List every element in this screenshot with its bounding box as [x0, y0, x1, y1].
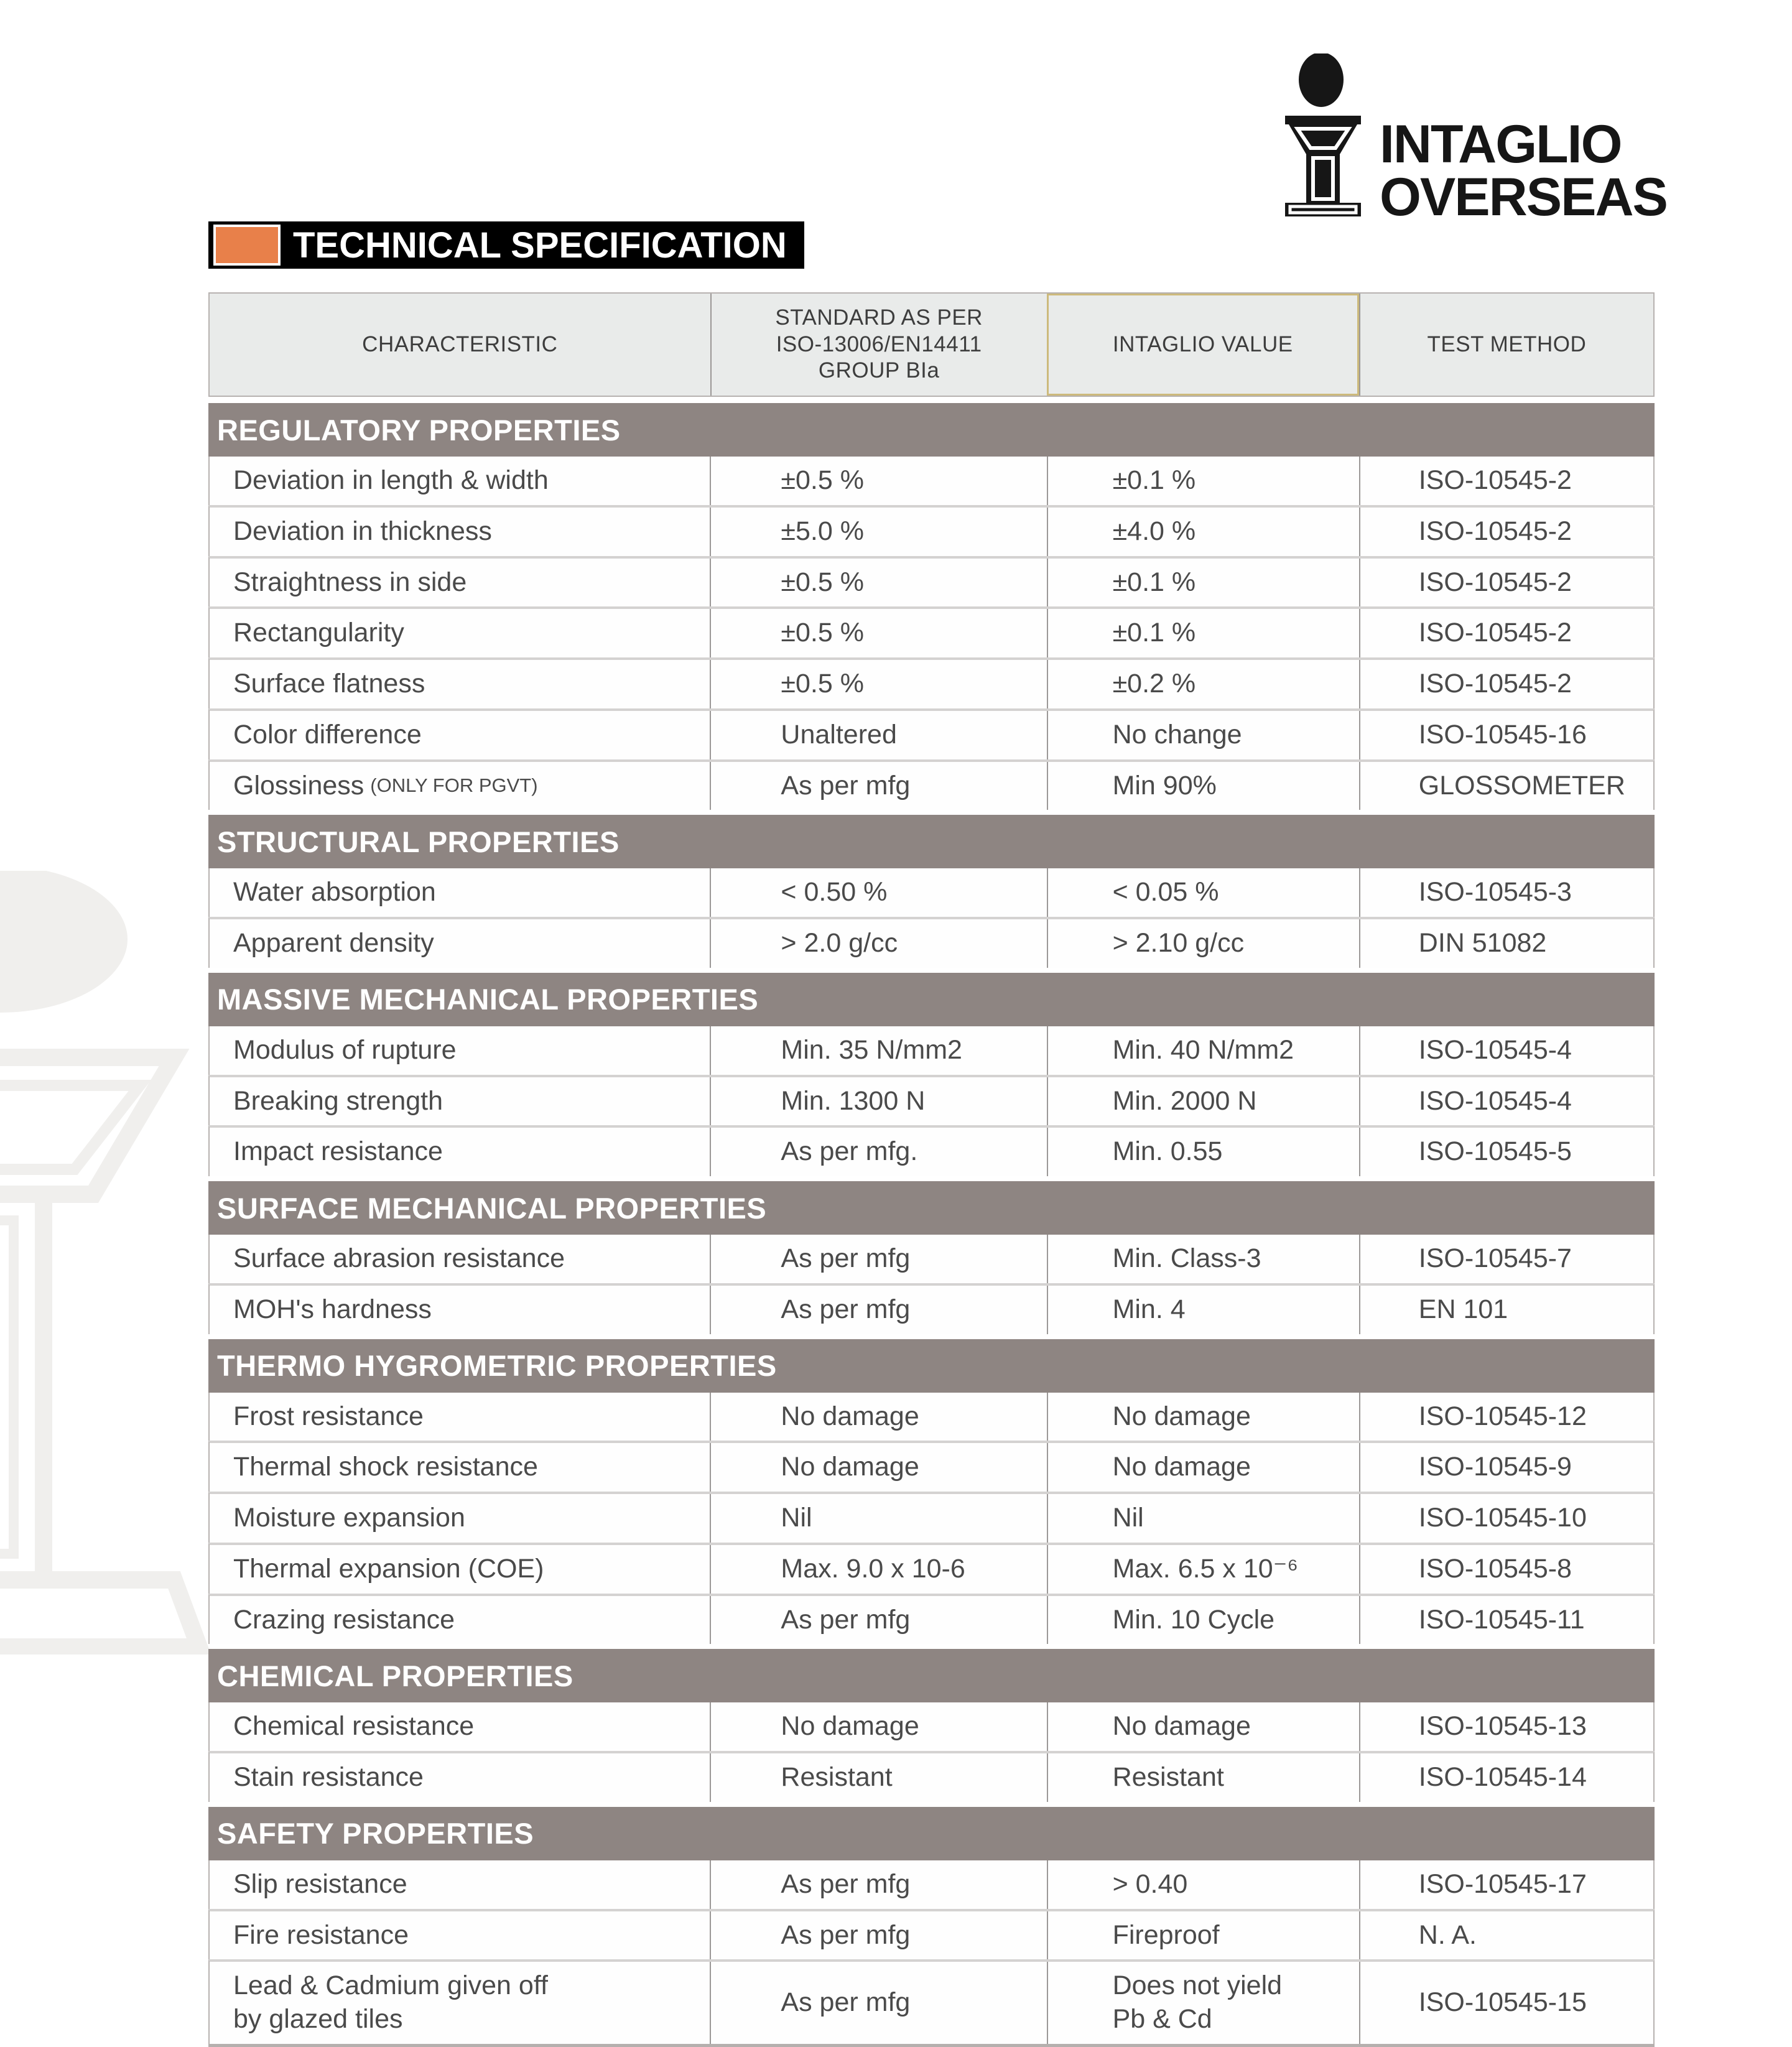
standard-value-cell [710, 762, 1046, 810]
cell-text: GLOSSOMETER [1418, 770, 1625, 801]
cell-text: Apparent density [233, 928, 434, 958]
table-row [208, 1909, 1655, 1960]
characteristic-cell [210, 1235, 710, 1283]
cell-text: Nil [1112, 1503, 1144, 1533]
test-method-cell [1359, 1702, 1653, 1751]
section-title: SAFETY PROPERTIES [217, 1817, 534, 1850]
characteristic-cell [210, 1443, 710, 1492]
characteristic-cell [210, 1128, 710, 1176]
characteristic-cell [210, 1860, 710, 1909]
intaglio-value-cell [1047, 919, 1359, 968]
table-row [208, 1026, 1655, 1075]
section-title: REGULATORY PROPERTIES [217, 413, 621, 447]
table-row [208, 708, 1655, 759]
characteristic-cell [210, 1026, 710, 1075]
test-method-cell [1359, 1545, 1653, 1594]
cell-text: Crazing resistance [233, 1604, 455, 1635]
cell-text: Min. 0.55 [1112, 1136, 1223, 1167]
standard-value-cell [710, 1393, 1046, 1441]
characteristic-cell [210, 919, 710, 968]
characteristic-cell [210, 1596, 710, 1645]
intaglio-value-cell [1047, 660, 1359, 708]
header-label: ISO-13006/EN14411 [776, 332, 982, 356]
cell-text: N. A. [1418, 1919, 1477, 1950]
cell-text: Fire resistance [233, 1919, 409, 1950]
cell-text: Unaltered [781, 719, 897, 750]
table-bottom-border [208, 2044, 1655, 2047]
table-row [208, 1702, 1655, 1751]
test-method-cell [1359, 919, 1653, 968]
cell-text: ISO-10545-13 [1418, 1711, 1587, 1742]
cell-text: Min 90% [1112, 770, 1217, 801]
cell-text: ISO-10545-4 [1418, 1085, 1572, 1116]
characteristic-cell [210, 762, 710, 810]
header-label: CHARACTERISTIC [362, 332, 558, 356]
table-row [208, 1393, 1655, 1441]
intaglio-value-cell [1047, 1911, 1359, 1960]
test-method-cell [1359, 1962, 1653, 2044]
intaglio-value-cell [1047, 711, 1359, 759]
intaglio-value-cell [1047, 457, 1359, 505]
section-header-regulatory-properties [208, 403, 1655, 457]
cell-text: Min. 40 N/mm2 [1112, 1034, 1294, 1065]
section-header-chemical-properties [208, 1649, 1655, 1702]
spec-table [208, 292, 1655, 2047]
table-row [208, 1075, 1655, 1126]
cell-text: No damage [781, 1401, 919, 1431]
cell-text: As per mfg [781, 1294, 911, 1324]
table-row [208, 505, 1655, 556]
characteristic-cell [210, 1393, 710, 1441]
characteristic-cell [210, 1286, 710, 1334]
test-method-cell [1359, 609, 1653, 657]
test-method-cell [1359, 1026, 1653, 1075]
cell-text: No damage [781, 1452, 919, 1482]
cell-text: Straightness in side [233, 567, 467, 597]
table-row [208, 1543, 1655, 1594]
cell-text: No damage [1112, 1452, 1251, 1482]
cell-text: ISO-10545-9 [1418, 1452, 1572, 1482]
cell-text: Max. 9.0 x 10-6 [781, 1553, 965, 1584]
cell-text: No damage [781, 1711, 919, 1742]
table-row [208, 457, 1655, 505]
cell-text: Rectangularity [233, 618, 404, 648]
cell-text: ISO-10545-14 [1418, 1762, 1587, 1792]
cell-text: ISO-10545-8 [1418, 1553, 1572, 1584]
standard-value-cell [710, 1911, 1046, 1960]
table-row [208, 1235, 1655, 1283]
cell-text: Slip resistance [233, 1868, 407, 1899]
table-row [208, 1125, 1655, 1176]
test-method-cell [1359, 559, 1653, 607]
cell-text: As per mfg [781, 770, 911, 801]
section-header-massive-mechanical-properties [208, 973, 1655, 1026]
cell-text: Water absorption [233, 877, 436, 907]
intaglio-value-cell [1047, 1702, 1359, 1751]
cell-text: Resistant [781, 1762, 893, 1792]
cell-text: Deviation in length & width [233, 465, 549, 495]
characteristic-cell [210, 660, 710, 708]
cell-text: Surface abrasion resistance [233, 1243, 565, 1273]
standard-value-cell [710, 1702, 1046, 1751]
section-header-thermo-hygrometric-properties [208, 1339, 1655, 1393]
standard-value-cell [710, 1962, 1046, 2044]
standard-value-cell [710, 1753, 1046, 1802]
cell-text: As per mfg [781, 1604, 911, 1635]
characteristic-cell [210, 711, 710, 759]
cell-text: Deviation in thickness [233, 516, 492, 546]
characteristic-cell [210, 457, 710, 505]
cell-text: ISO-10545-3 [1418, 877, 1572, 907]
cell-text: ±0.5 % [781, 465, 864, 495]
table-row [208, 1441, 1655, 1492]
cell-text: ISO-10545-2 [1418, 465, 1572, 495]
intaglio-value-cell [1047, 1545, 1359, 1594]
header-label: INTAGLIO VALUE [1112, 332, 1293, 356]
cell-text: No change [1112, 719, 1242, 750]
cell-text: ±5.0 % [781, 516, 864, 546]
table-row [208, 1283, 1655, 1334]
cell-text: ±0.2 % [1112, 669, 1196, 699]
header-label: TEST METHOD [1427, 332, 1587, 356]
cell-text: ISO-10545-11 [1418, 1604, 1585, 1635]
section-title: CHEMICAL PROPERTIES [217, 1659, 573, 1692]
standard-value-cell [710, 1545, 1046, 1594]
title-bar [208, 221, 804, 269]
header-standard [710, 294, 1047, 396]
cell-text: ±0.1 % [1112, 618, 1196, 648]
table-row [208, 1751, 1655, 1802]
logo-line2: OVERSEAS [1380, 167, 1667, 227]
section-title: STRUCTURAL PROPERTIES [217, 825, 620, 858]
standard-value-cell [710, 1077, 1046, 1126]
cell-text: As per mfg [781, 1243, 911, 1273]
cell-text: Fireproof [1112, 1919, 1220, 1950]
characteristic-cell [210, 1545, 710, 1594]
test-method-cell [1359, 1128, 1653, 1176]
cell-text: Thermal shock resistance [233, 1452, 538, 1482]
intaglio-value-cell [1047, 1286, 1359, 1334]
characteristic-cell [210, 1753, 710, 1802]
test-method-cell [1359, 1235, 1653, 1283]
cell-text: As per mfg. [781, 1136, 918, 1167]
cell-text: ISO-10545-5 [1418, 1136, 1572, 1167]
characteristic-cell [210, 1962, 710, 2044]
standard-value-cell [710, 711, 1046, 759]
cell-text: Min. 35 N/mm2 [781, 1034, 962, 1065]
cell-text: ISO-10545-2 [1418, 618, 1572, 648]
section-title: THERMO HYGROMETRIC PROPERTIES [217, 1349, 777, 1382]
standard-value-cell [710, 1443, 1046, 1492]
cell-text: Min. 2000 N [1112, 1085, 1257, 1116]
intaglio-value-cell [1047, 1235, 1359, 1283]
standard-value-cell [710, 609, 1046, 657]
cell-text: ±0.1 % [1112, 465, 1196, 495]
cell-text: Thermal expansion (COE) [233, 1553, 544, 1584]
intaglio-value-cell [1047, 1860, 1359, 1909]
intaglio-value-cell [1047, 559, 1359, 607]
page-title: TECHNICAL SPECIFICATION [293, 225, 787, 266]
table-row [208, 868, 1655, 917]
cell-text: ISO-10545-4 [1418, 1034, 1572, 1065]
table-row [208, 1860, 1655, 1909]
standard-value-cell [710, 508, 1046, 556]
cell-text: DIN 51082 [1418, 928, 1547, 958]
header-characteristic [210, 294, 710, 396]
test-method-cell [1359, 1443, 1653, 1492]
cell-text: ISO-10545-2 [1418, 669, 1572, 699]
cell-text: ISO-10545-15 [1418, 1987, 1587, 2018]
characteristic-cell [210, 1702, 710, 1751]
logo [1276, 53, 1667, 225]
cell-text: < 0.05 % [1112, 877, 1219, 907]
test-method-cell [1359, 508, 1653, 556]
test-method-cell [1359, 1393, 1653, 1441]
intaglio-value-cell [1047, 1596, 1359, 1645]
cell-text: ISO-10545-7 [1418, 1243, 1572, 1273]
table-row [208, 657, 1655, 708]
intaglio-value-cell [1047, 1077, 1359, 1126]
cell-text: ±0.5 % [781, 567, 864, 597]
standard-value-cell [710, 1026, 1046, 1075]
intaglio-value-cell [1047, 1128, 1359, 1176]
intaglio-value-cell [1047, 1494, 1359, 1543]
cell-text: Nil [781, 1503, 812, 1533]
cell-text: < 0.50 % [781, 877, 888, 907]
cell-text: Min. 4 [1112, 1294, 1186, 1324]
cell-text: Moisture expansion [233, 1503, 465, 1533]
cell-text: ±0.5 % [781, 618, 864, 648]
cell-text: MOH's hardness [233, 1294, 432, 1324]
cell-text: ISO-10545-17 [1418, 1868, 1587, 1899]
test-method-cell [1359, 1860, 1653, 1909]
intaglio-value-cell [1047, 508, 1359, 556]
section-title: SURFACE MECHANICAL PROPERTIES [217, 1191, 767, 1225]
cell-text: ISO-10545-2 [1418, 516, 1572, 546]
characteristic-cell [210, 1494, 710, 1543]
header-label: STANDARD AS PER [775, 305, 983, 330]
characteristic-cell [210, 508, 710, 556]
cell-text: Modulus of rupture [233, 1034, 457, 1065]
cell-text: As per mfg [781, 1868, 911, 1899]
cell-text: Glossiness [233, 770, 364, 801]
characteristic-cell [210, 559, 710, 607]
table-row [208, 606, 1655, 657]
characteristic-cell [210, 609, 710, 657]
test-method-cell [1359, 762, 1653, 810]
table-row [208, 1492, 1655, 1543]
standard-value-cell [710, 660, 1046, 708]
cell-text: Min. 10 Cycle [1112, 1604, 1275, 1635]
cell-text: No damage [1112, 1711, 1251, 1742]
logo-text [1380, 114, 1667, 227]
characteristic-cell [210, 868, 710, 917]
cell-text: Breaking strength [233, 1085, 443, 1116]
test-method-cell [1359, 457, 1653, 505]
intaglio-value-cell [1047, 609, 1359, 657]
cell-text: As per mfg [781, 1987, 911, 2018]
logo-line1: INTAGLIO [1380, 114, 1622, 175]
test-method-cell [1359, 1286, 1653, 1334]
logo-column-icon [1276, 53, 1370, 225]
cell-text: Surface flatness [233, 669, 425, 699]
table-row [208, 1959, 1655, 2044]
cell-text: EN 101 [1418, 1294, 1508, 1324]
cell-text: Resistant [1112, 1762, 1224, 1792]
intaglio-value-cell [1047, 1026, 1359, 1075]
cell-text: ISO-10545-2 [1418, 567, 1572, 597]
section-header-surface-mechanical-properties [208, 1181, 1655, 1235]
table-header-row [208, 292, 1655, 397]
standard-value-cell [710, 1235, 1046, 1283]
test-method-cell [1359, 1077, 1653, 1126]
cell-text: ISO-10545-10 [1418, 1503, 1587, 1533]
section-header-safety-properties [208, 1807, 1655, 1860]
intaglio-value-cell [1047, 1962, 1359, 2044]
cell-text: Color difference [233, 719, 422, 750]
header-test-method [1359, 294, 1653, 396]
intaglio-value-cell [1047, 1393, 1359, 1441]
table-row [208, 759, 1655, 810]
cell-text: Max. 6.5 x 10⁻⁶ [1112, 1553, 1299, 1584]
test-method-cell [1359, 1494, 1653, 1543]
cell-text: ISO-10545-12 [1418, 1401, 1587, 1431]
standard-value-cell [710, 868, 1046, 917]
test-method-cell [1359, 1596, 1653, 1645]
cell-text: ±0.1 % [1112, 567, 1196, 597]
cell-text: Lead & Cadmium given off by glazed tiles [233, 1970, 548, 2034]
test-method-cell [1359, 1911, 1653, 1960]
standard-value-cell [710, 1494, 1046, 1543]
header-intaglio-value [1047, 294, 1359, 396]
spec-table-body [208, 403, 1655, 2044]
standard-value-cell [710, 457, 1046, 505]
characteristic-cell [210, 1077, 710, 1126]
intaglio-value-cell [1047, 1443, 1359, 1492]
cell-text: No damage [1112, 1401, 1251, 1431]
test-method-cell [1359, 868, 1653, 917]
standard-value-cell [710, 1596, 1046, 1645]
intaglio-value-cell [1047, 1753, 1359, 1802]
cell-text: Impact resistance [233, 1136, 443, 1167]
cell-text: Frost resistance [233, 1401, 424, 1431]
characteristic-note: (ONLY FOR PGVT) [370, 774, 538, 797]
cell-text: As per mfg [781, 1919, 911, 1950]
cell-text: ISO-10545-16 [1418, 719, 1587, 750]
intaglio-value-cell [1047, 868, 1359, 917]
cell-text: Does not yield Pb & Cd [1112, 1970, 1283, 2034]
standard-value-cell [710, 559, 1046, 607]
cell-text: ±4.0 % [1112, 516, 1196, 546]
cell-text: > 2.10 g/cc [1112, 928, 1245, 958]
cell-text: Min. Class-3 [1112, 1243, 1261, 1273]
standard-value-cell [710, 1860, 1046, 1909]
standard-value-cell [710, 1286, 1046, 1334]
cell-text: Min. 1300 N [781, 1085, 926, 1116]
test-method-cell [1359, 660, 1653, 708]
cell-text: Chemical resistance [233, 1711, 475, 1742]
title-accent-square [213, 225, 281, 266]
table-row [208, 1594, 1655, 1645]
cell-text: > 2.0 g/cc [781, 928, 898, 958]
cell-text: Stain resistance [233, 1762, 424, 1792]
standard-value-cell [710, 919, 1046, 968]
section-header-structural-properties [208, 815, 1655, 868]
test-method-cell [1359, 711, 1653, 759]
characteristic-cell [210, 1911, 710, 1960]
section-title: MASSIVE MECHANICAL PROPERTIES [217, 983, 759, 1016]
standard-value-cell [710, 1128, 1046, 1176]
header-label: GROUP BIa [818, 358, 940, 383]
test-method-cell [1359, 1753, 1653, 1802]
cell-text: ±0.5 % [781, 669, 864, 699]
table-row [208, 556, 1655, 607]
cell-text: > 0.40 [1112, 1868, 1188, 1899]
table-row [208, 917, 1655, 968]
intaglio-value-cell [1047, 762, 1359, 810]
